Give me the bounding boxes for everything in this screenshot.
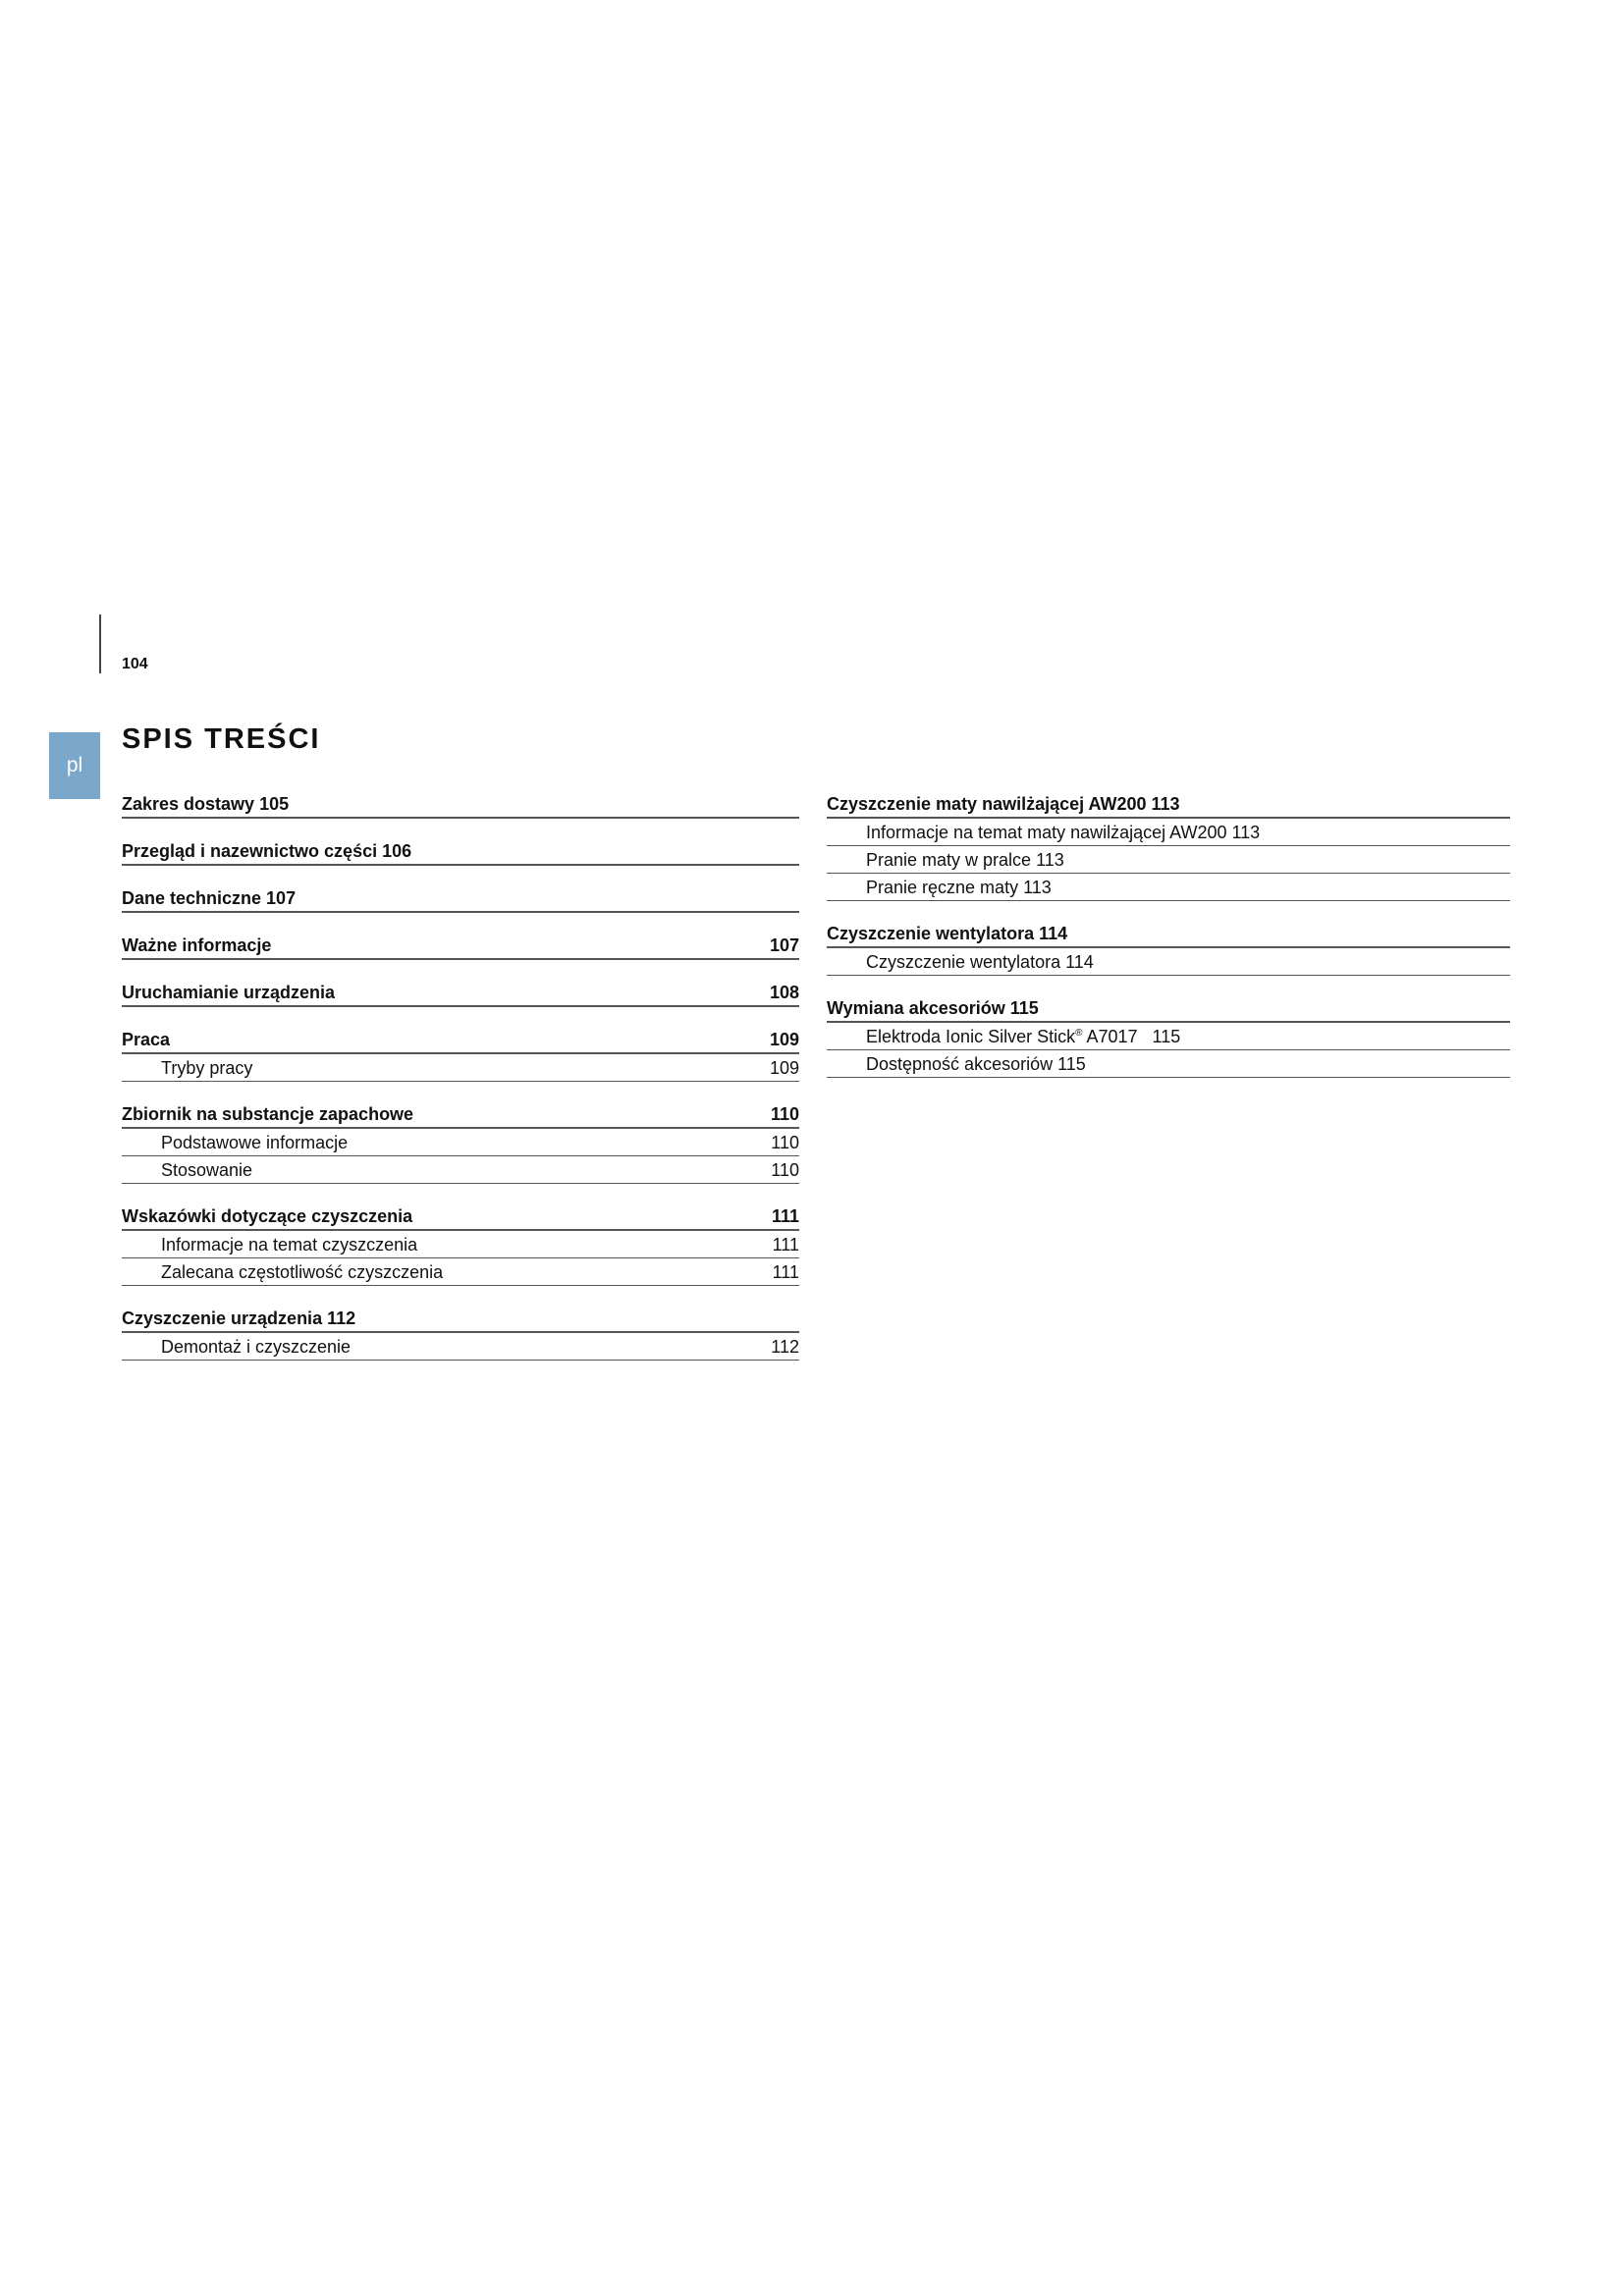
toc-section — [827, 791, 1510, 901]
toc-heading-row[interactable] — [122, 980, 799, 1007]
toc-section — [122, 1101, 799, 1184]
toc-entry-row[interactable] — [827, 948, 1510, 976]
toc-entry-page: 109 — [769, 1058, 799, 1078]
toc-entry-label — [161, 1336, 351, 1360]
toc-right-column — [827, 791, 1510, 1097]
toc-entry-row[interactable] — [827, 819, 1510, 846]
toc-heading-label: Dane techniczne 107 — [122, 888, 297, 908]
toc-entry-label — [161, 1234, 417, 1257]
toc-entry-label — [866, 1023, 1180, 1049]
toc-entry-label — [161, 1159, 252, 1183]
toc-entry-row[interactable] — [122, 1231, 799, 1258]
toc-entry-row[interactable] — [827, 846, 1510, 874]
toc-entry-page: 112 — [771, 1337, 799, 1357]
registered-mark: ® — [1075, 1028, 1083, 1039]
toc-entry-label — [161, 1132, 348, 1155]
toc-heading-row[interactable] — [122, 933, 799, 960]
toc-heading-row[interactable] — [122, 1027, 799, 1054]
toc-entry-text: Czyszczenie wentylatora 114 — [866, 952, 1094, 972]
toc-entry-text: Zalecana częstotliwość czyszczenia — [161, 1262, 444, 1282]
toc-heading-label: Czyszczenie urządzenia 112 — [122, 1308, 356, 1328]
toc-entry-label — [161, 1261, 443, 1285]
toc-section — [122, 933, 799, 960]
toc-heading-label: Zakres dostawy 105 — [122, 794, 290, 814]
page-title: SPIS TREŚCI — [122, 723, 321, 755]
toc-heading-row[interactable] — [122, 1101, 799, 1129]
toc-entry-row[interactable] — [122, 1129, 799, 1156]
page-number: 104 — [122, 656, 148, 672]
toc-section — [122, 838, 799, 866]
toc-entry-row[interactable] — [827, 1023, 1510, 1050]
toc-entry-row[interactable] — [827, 874, 1510, 901]
toc-heading-label: Przegląd i nazewnictwo części 106 — [122, 841, 412, 861]
toc-section — [122, 1306, 799, 1361]
toc-heading-page: 107 — [769, 935, 799, 955]
toc-section — [827, 995, 1510, 1078]
toc-heading-label: Praca — [122, 1030, 171, 1049]
toc-entry-text: Stosowanie — [161, 1160, 253, 1180]
toc-section — [827, 921, 1510, 976]
toc-entry-row[interactable] — [122, 1156, 799, 1184]
toc-heading-row[interactable] — [827, 995, 1510, 1023]
toc-entry-row[interactable] — [122, 1333, 799, 1361]
toc-heading-row[interactable] — [827, 791, 1510, 819]
toc-heading-page: 108 — [769, 983, 799, 1002]
toc-section — [122, 980, 799, 1007]
toc-heading-row[interactable] — [122, 1203, 799, 1231]
toc-heading-row[interactable] — [122, 1306, 799, 1333]
toc-entry-label — [866, 877, 1052, 900]
toc-entry-page: 110 — [771, 1133, 799, 1152]
toc-entry-label — [866, 822, 1260, 845]
toc-entry-row[interactable] — [122, 1258, 799, 1286]
toc-heading-label: Zbiornik na substancje zapachowe — [122, 1104, 414, 1124]
toc-section — [122, 885, 799, 913]
toc-entry-text: Tryby pracy — [161, 1058, 253, 1078]
language-tab: pl — [49, 732, 100, 799]
toc-heading-row[interactable] — [122, 791, 799, 819]
toc-entry-text: Elektroda Ionic Silver Stick — [866, 1027, 1076, 1046]
toc-entry-row[interactable] — [122, 1054, 799, 1082]
toc-entry-label — [866, 1053, 1086, 1077]
toc-entry-label — [161, 1057, 252, 1081]
toc-section — [122, 1027, 799, 1082]
toc-entry-text: Dostępność akcesoriów 115 — [866, 1054, 1086, 1074]
toc-heading-row[interactable] — [122, 838, 799, 866]
toc-entry-text: Pranie ręczne maty 113 — [866, 878, 1052, 897]
toc-heading-label: Czyszczenie maty nawilżającej AW200 113 — [827, 794, 1180, 814]
toc-entry-page: 111 — [772, 1262, 799, 1282]
toc-entry-row[interactable] — [827, 1050, 1510, 1078]
toc-heading-row[interactable] — [827, 921, 1510, 948]
toc-heading-label: Uruchamianie urządzenia — [122, 983, 336, 1002]
toc-entry-text: Informacje na temat maty nawilżającej AW200 113 — [866, 823, 1261, 842]
toc-entry-text: Pranie maty w pralce 113 — [866, 850, 1064, 870]
toc-heading-row[interactable] — [122, 885, 799, 913]
toc-heading-label: Wymiana akcesoriów 115 — [827, 998, 1039, 1018]
toc-entry-text: Podstawowe informacje — [161, 1133, 349, 1152]
toc-heading-label: Wskazówki dotyczące czyszczenia — [122, 1206, 413, 1226]
toc-entry-page: 110 — [771, 1160, 799, 1180]
toc-entry-text: Informacje na temat czyszczenia — [161, 1235, 418, 1255]
toc-section — [122, 1203, 799, 1286]
toc-heading-label: Ważne informacje — [122, 935, 272, 955]
toc-heading-page: 111 — [771, 1206, 799, 1226]
toc-section — [122, 791, 799, 819]
toc-entry-label — [866, 951, 1094, 975]
toc-entry-text-tail: A7017 115 — [1082, 1027, 1181, 1046]
toc-left-column — [122, 791, 799, 1380]
toc-heading-page: 109 — [769, 1030, 799, 1049]
toc-entry-page: 111 — [772, 1235, 799, 1255]
toc-heading-page: 110 — [770, 1104, 799, 1124]
margin-rule — [99, 614, 101, 673]
toc-heading-label: Czyszczenie wentylatora 114 — [827, 924, 1068, 943]
toc-entry-text: Demontaż i czyszczenie — [161, 1337, 352, 1357]
toc-entry-label — [866, 849, 1064, 873]
